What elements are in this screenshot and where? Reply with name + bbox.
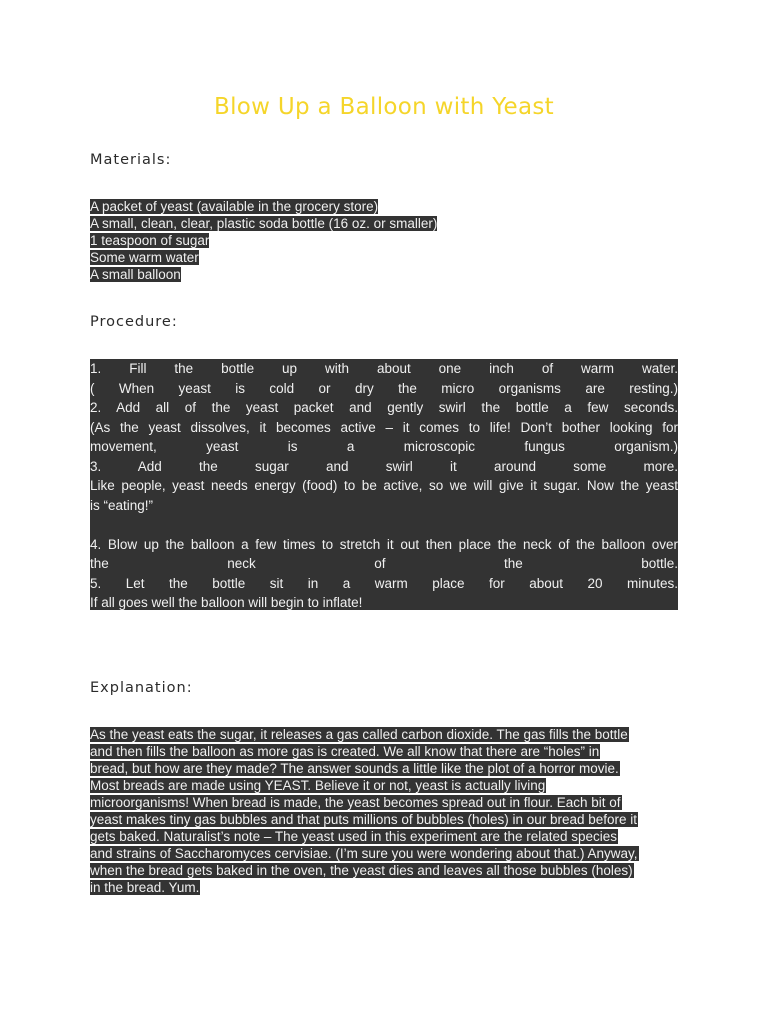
explanation-line xyxy=(90,827,680,844)
procedure-line: ( When yeast is cold or dry the micro organisms are resting.) xyxy=(90,380,678,396)
procedure-line: If all goes well the balloon will begin to inflate! xyxy=(90,595,363,610)
procedure-line: (As the yeast dissolves, it becomes active – it comes to life! Don’t bother looking for xyxy=(90,419,678,435)
explanation-line xyxy=(90,725,680,742)
list-item xyxy=(90,231,678,248)
procedure-line: Like people, yeast needs energy (food) to be active, so we will give it sugar. Now the yeast xyxy=(90,478,678,493)
material-item: A packet of yeast (available in the grocery store) xyxy=(90,199,379,214)
explanation-text: yeast makes tiny gas bubbles and that puts millions of bubbles (holes) in our bread before it xyxy=(90,812,638,827)
list-item xyxy=(90,197,678,214)
procedure-line: 4. Blow up the balloon a few times to stretch it out then place the neck of the balloon over xyxy=(90,536,678,552)
explanation-line xyxy=(90,793,680,810)
explanation-line xyxy=(90,759,680,776)
document-title: Blow Up a Balloon with Yeast xyxy=(214,94,554,120)
procedure-line: movement, yeast is a microscopic fungus organism.) xyxy=(90,439,678,454)
explanation-line xyxy=(90,861,680,878)
list-item xyxy=(90,214,678,231)
explanation-text: bread, but how are they made? The answer sounds a little like the plot of a horror movie. xyxy=(90,761,619,776)
procedure-line: 5. Let the bottle sit in a warm place for about 20 minutes. xyxy=(90,575,678,591)
procedure-line: is “eating!” xyxy=(90,497,154,513)
procedure-line: 3. Add the sugar and swirl it around some more. xyxy=(90,458,678,474)
explanation-heading: Explanation: xyxy=(90,680,193,696)
list-item xyxy=(90,248,678,265)
material-item: 1 teaspoon of sugar xyxy=(90,233,210,248)
procedure-line: the neck of the bottle. xyxy=(90,556,678,571)
explanation-text: As the yeast eats the sugar, it releases a gas called carbon dioxide. The gas fills the bottle xyxy=(90,727,628,742)
explanation-text: Most breads are made using YEAST. Believe it or not, yeast is actually living xyxy=(90,778,546,793)
procedure-heading: Procedure: xyxy=(90,314,178,330)
materials-heading: Materials: xyxy=(90,152,172,168)
explanation-text: when the bread gets baked in the oven, the yeast dies and leaves all those bubbles (holes) xyxy=(90,863,633,878)
explanation-line xyxy=(90,844,680,861)
explanation-text: gets baked. Naturalist’s note – The yeast used in this experiment are the related species xyxy=(90,829,618,844)
procedure-line: 2. Add all of the yeast packet and gently swirl the bottle a few seconds. xyxy=(90,400,678,415)
procedure-line: 1. Fill the bottle up with about one inch of warm water. xyxy=(90,361,678,376)
procedure-block xyxy=(90,359,678,610)
material-item: Some warm water xyxy=(90,250,199,265)
material-item: A small balloon xyxy=(90,267,181,282)
procedure-line-blank xyxy=(90,515,678,535)
materials-list xyxy=(90,197,678,282)
material-item: A small, clean, clear, plastic soda bottle (16 oz. or smaller) xyxy=(90,216,438,231)
explanation-line xyxy=(90,776,680,793)
list-item xyxy=(90,265,678,282)
explanation-text: and strains of Saccharomyces cervisiae. (I’m sure you were wondering about that.) Anyway, xyxy=(90,846,638,861)
explanation-text: in the bread. Yum. xyxy=(90,880,200,895)
explanation-block xyxy=(90,725,680,895)
explanation-text: and then fills the balloon as more gas is created. We all know that there are “holes” in xyxy=(90,744,600,759)
explanation-text: microorganisms! When bread is made, the yeast becomes spread out in flour. Each bit of xyxy=(90,795,621,810)
explanation-line xyxy=(90,742,680,759)
explanation-line xyxy=(90,878,680,895)
explanation-line xyxy=(90,810,680,827)
